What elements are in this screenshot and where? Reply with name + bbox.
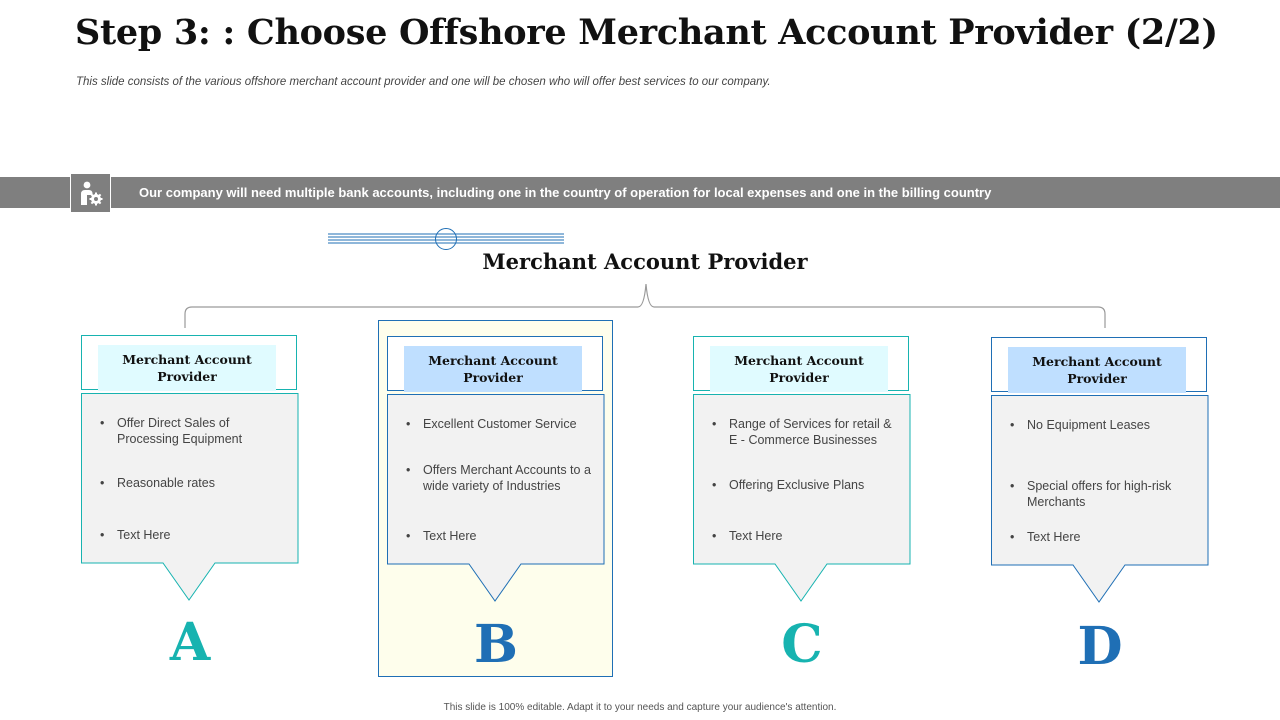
card-feature-item: • Offers Merchant Accounts to a wide variety of Industries — [406, 462, 596, 494]
card-feature-item: • Excellent Customer Service — [406, 416, 596, 432]
page-title: Step 3: : Choose Offshore Merchant Account Provider (2/2) — [75, 12, 1218, 53]
person-gear-icon — [78, 180, 104, 206]
page-subtitle: This slide consists of the various offshore merchant account provider and one will be chosen who will offer best services to our company. — [76, 76, 771, 88]
card-feature-item: • No Equipment Leases — [1010, 417, 1200, 433]
card-feature-item: • Text Here — [712, 528, 902, 544]
card-feature-item: • Text Here — [1010, 529, 1200, 545]
card-header-label: Merchant Account Provider — [98, 345, 276, 391]
card-feature-item: • Offer Direct Sales of Processing Equipment — [100, 415, 290, 447]
card-letter-b: B — [474, 614, 518, 675]
card-feature-item: • Range of Services for retail & E - Commerce Businesses — [712, 416, 902, 448]
card-letter-d: D — [1077, 616, 1123, 677]
card-header — [693, 336, 909, 391]
card-header-label: Merchant Account Provider — [404, 346, 582, 392]
bracket-connector — [180, 280, 1110, 330]
card-header — [991, 337, 1207, 392]
card-header-label: Merchant Account Provider — [710, 346, 888, 392]
card-header-label: Merchant Account Provider — [1008, 347, 1186, 393]
banner-icon-box — [70, 173, 111, 213]
provider-card-a — [81, 335, 299, 635]
provider-card-d — [991, 337, 1209, 637]
card-feature-item: • Text Here — [406, 528, 596, 544]
card-feature-item: • Special offers for high-risk Merchants — [1010, 478, 1200, 510]
footer-note: This slide is 100% editable. Adapt it to your needs and capture your audience's attention. — [443, 702, 837, 713]
card-feature-item: • Offering Exclusive Plans — [712, 477, 902, 493]
card-body — [991, 395, 1209, 607]
provider-card-c — [693, 336, 911, 636]
card-body — [387, 394, 605, 606]
card-letter-a: A — [169, 612, 211, 673]
card-header — [81, 335, 297, 390]
provider-card-b — [387, 336, 605, 636]
card-letter-c: C — [781, 614, 823, 675]
card-feature-item: • Text Here — [100, 527, 290, 543]
card-feature-item: • Reasonable rates — [100, 475, 290, 491]
card-body — [693, 394, 911, 606]
card-body — [81, 393, 299, 605]
center-title: Merchant Account Provider — [482, 249, 808, 274]
banner-text: Our company will need multiple bank accounts, including one in the country of operation for local expenses and one in the billing country — [139, 185, 992, 200]
card-header — [387, 336, 603, 391]
